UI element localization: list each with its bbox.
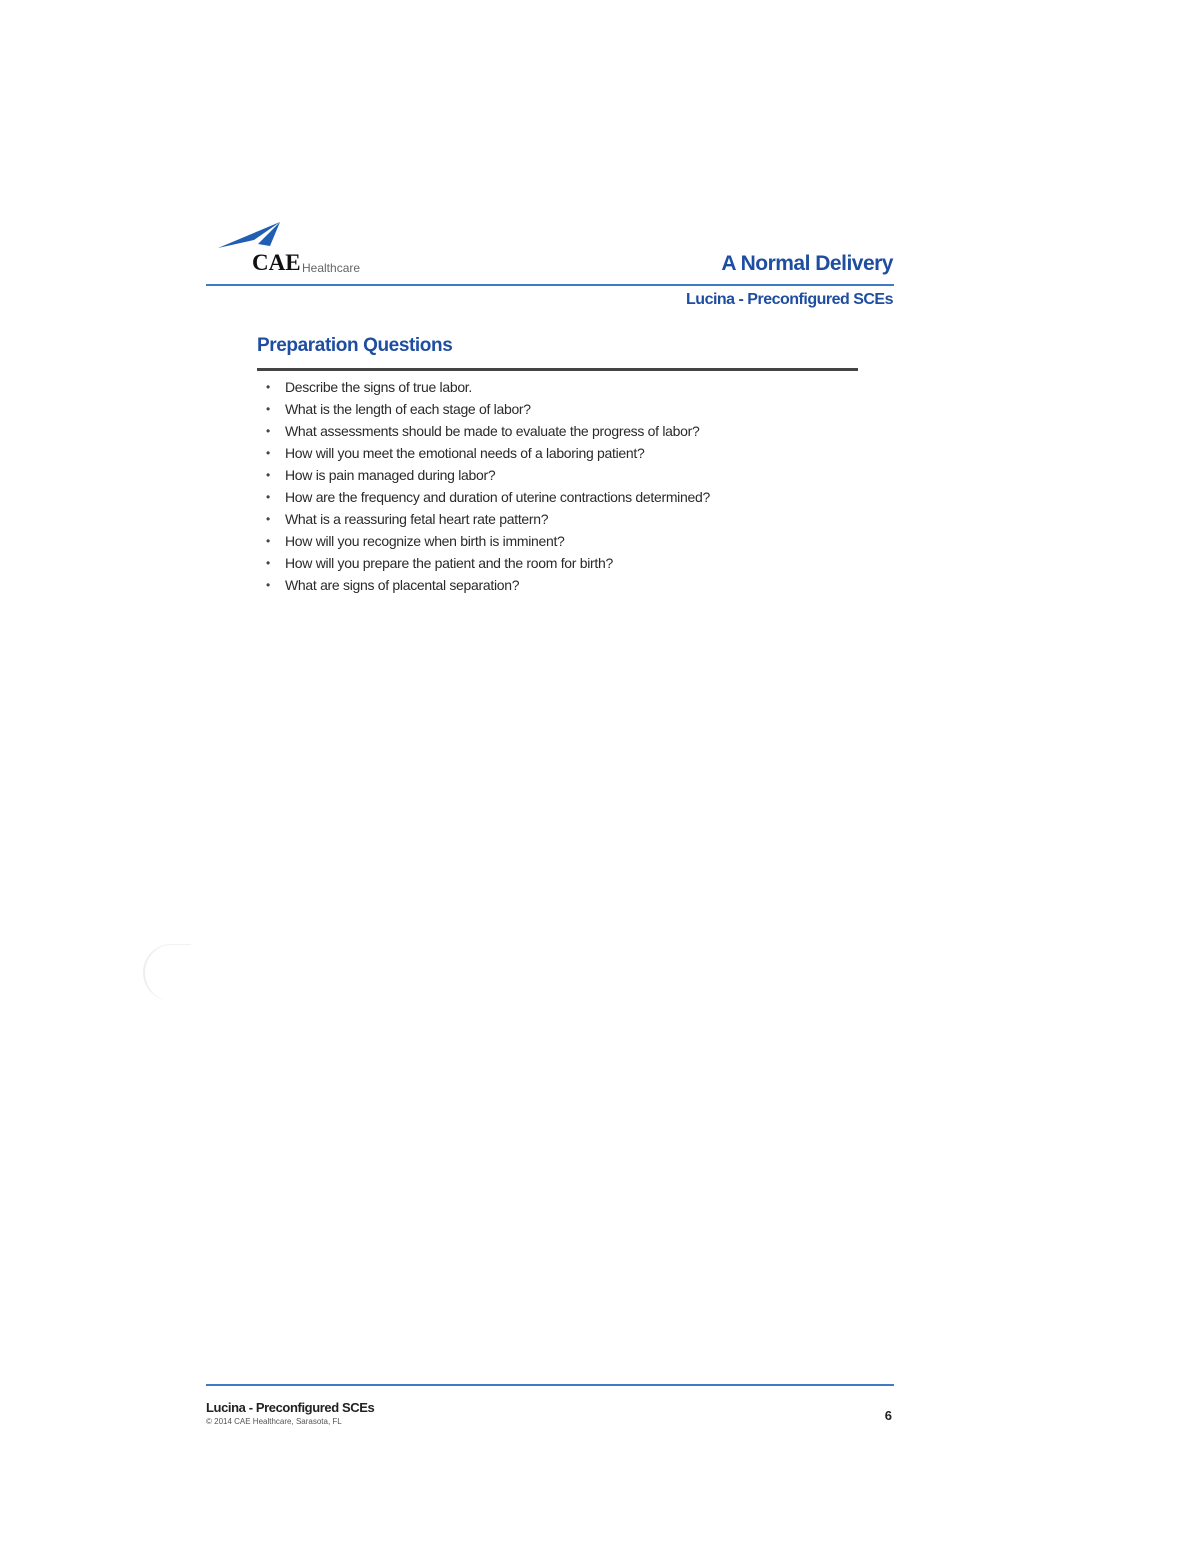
question-text: How will you prepare the patient and the room for birth? bbox=[285, 555, 613, 571]
question-text: How will you recognize when birth is imminent? bbox=[285, 533, 565, 549]
list-item bbox=[264, 574, 710, 596]
section-heading: Preparation Questions bbox=[257, 335, 453, 356]
page-number: 6 bbox=[884, 1408, 892, 1423]
bullet-icon: • bbox=[266, 380, 270, 394]
scan-artifact bbox=[143, 944, 191, 1001]
bullet-icon: • bbox=[266, 446, 270, 460]
document-subtitle: Lucina - Preconfigured SCEs bbox=[686, 291, 893, 308]
list-item bbox=[264, 464, 710, 486]
logo-cae-text: CAE bbox=[252, 250, 301, 275]
list-item bbox=[264, 552, 710, 574]
questions-list bbox=[264, 376, 710, 596]
header-divider bbox=[206, 284, 894, 286]
list-item bbox=[264, 420, 710, 442]
bullet-icon: • bbox=[266, 578, 270, 592]
question-text: How is pain managed during labor? bbox=[285, 467, 496, 483]
list-item bbox=[264, 486, 710, 508]
list-item bbox=[264, 442, 710, 464]
question-text: What is the length of each stage of labor? bbox=[285, 401, 531, 417]
bullet-icon: • bbox=[266, 512, 270, 526]
section-divider bbox=[257, 368, 858, 371]
list-item bbox=[264, 530, 710, 552]
question-text: What are signs of placental separation? bbox=[285, 577, 520, 593]
logo-healthcare-text: Healthcare bbox=[302, 261, 361, 275]
question-text: What is a reassuring fetal heart rate pattern? bbox=[285, 511, 549, 527]
footer-title: Lucina - Preconfigured SCEs bbox=[206, 1400, 375, 1415]
list-item bbox=[264, 398, 710, 420]
question-text: What assessments should be made to evaluate the progress of labor? bbox=[285, 423, 700, 439]
question-text: Describe the signs of true labor. bbox=[285, 379, 472, 395]
cae-healthcare-logo bbox=[214, 220, 384, 282]
document-title: A Normal Delivery bbox=[721, 252, 893, 275]
footer-divider bbox=[206, 1384, 894, 1386]
bullet-icon: • bbox=[266, 424, 270, 438]
list-item bbox=[264, 508, 710, 530]
footer-copyright: © 2014 CAE Healthcare, Sarasota, FL bbox=[206, 1417, 342, 1426]
list-item bbox=[264, 376, 710, 398]
bullet-icon: • bbox=[266, 556, 270, 570]
bullet-icon: • bbox=[266, 534, 270, 548]
bullet-icon: • bbox=[266, 468, 270, 482]
bullet-icon: • bbox=[266, 402, 270, 416]
question-text: How are the frequency and duration of uterine contractions determined? bbox=[285, 489, 710, 505]
question-text: How will you meet the emotional needs of a laboring patient? bbox=[285, 445, 645, 461]
cae-jet-logo-icon bbox=[214, 220, 284, 252]
bullet-icon: • bbox=[266, 490, 270, 504]
